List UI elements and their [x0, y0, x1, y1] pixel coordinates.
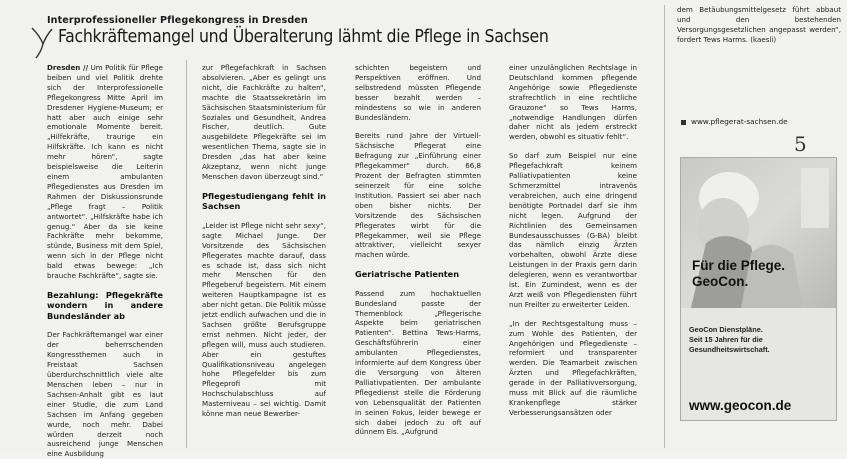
ad-title [692, 258, 785, 290]
website-link-text: www.pflegerat-sachsen.de [691, 117, 788, 126]
initial-y-icon [30, 26, 54, 60]
article-column-3 [355, 63, 481, 448]
article-column-1 [47, 63, 163, 459]
article-headline: Fachkräftemangel und Überalterung lähmt die Pflege in Sachsen [58, 27, 549, 47]
subheading: Bezahlung: Pflegekräfte wondern in andere Bundesländer ab [47, 289, 163, 321]
paragraph: „In der Rechtsgestaltung muss – zum Wohle des Patienten, der Angehörigen und Pflegedienste – reformiert und transparenter werden. Die Teamarbeit zwischen Ärzten und Pflegefachkräften, gerade in der Palliativversorgung, muss mit Blick auf die räumliche Krankenpflege stärker Verbesserungsansätzen oder [509, 318, 637, 417]
paragraph: So darf zum Beispiel nur eine Pflegefachkraft keinem Palliativpatienten keine Schmerzmittel intravenös verabreichen, auch eine dringend benötigte Portnadel darf sie ihm nicht legen. Aufgrund der Richtlinien des Gemeinsamen Bundesausschusses (G-BA) bleibt das nämlich einzig Ärzten vorbehalten, obwohl Ärzte diese Leistungen in der Praxis gern darin delegieren, wenn es verantwortbar ist. Ein Zumindest, wenn es der Arzt weiß von Pflegediensten führt nun Freilter zu erweiterter Leiden. [509, 151, 637, 309]
ad-url[interactable]: www.geocon.de [689, 398, 792, 413]
subheading: Geriatrische Patienten [355, 269, 460, 280]
article-column-2 [202, 63, 326, 448]
website-link[interactable] [681, 117, 788, 126]
dateline: Dresden // [47, 63, 89, 72]
column-divider [664, 5, 665, 448]
article-kicker: Interprofessioneller Pflegekongress in Dresden [47, 15, 308, 26]
ad-title-line: GeoCon. [692, 274, 749, 289]
article-column-5 [677, 5, 841, 75]
paragraph [47, 63, 163, 281]
paragraph-text: Um Politik für Pflege beiben und viel Politik drehte sich der Interprofessionelle Pflegekongress Mitte April im Dresdener Hygiene-Museum; er hatt aber auch einige sehr emotionale Momente bereit. „Hilfekräfte, traurige ein Hilfskräfte. Ich kann es nicht mehr hören“, sagte beispielsweise die Leiterin einem ambulanten Pflegedienstes aus Dresden im Rahmen der Diskussionsrunde „Pflege fragt – Politik antwortet“. „Hilfskräfte habe ich genug.“ Aber da sie keine Fachkräfte mehr bekomme, stünde, Business mit dem Spiel, wenn sich in der Pflege nicht bald etwas bewege: „Ich brauche Fachkräfte“, sagte sie. [47, 63, 163, 281]
paragraph: „Leider ist Pflege nicht sehr sexy“, sagte Michael Junge. Der Vorsitzende des Sächsischen Pflegerates machte darauf, dass es schade ist, dass sich nicht mehr Menschen für den Pflegeberuf begeistern. Mit einem weiteren Hauptkampagne ist es aber nicht getan. Die Politik müsse jetzt endlich aufwachen und die in Sachsen größte Berufsgruppe ernst nehmen. Nicht jeder, der pflegen will, muss auch studieren. Aber ein gestuftes Qualifikationsniveau angelegen hohe Pflegefelder bis zum Pflegeprofi mit Hochschulabschluss auf Masterniveau – sei wichtig. Damit könne man neue Bewerber- [202, 220, 326, 419]
paragraph: Passend zum hochaktuellen Bundesland passte der Themenblock „Pflegerische Aspekte beim geriatrischen Patienten“. Bettina Tews-Harms, Geschäftsführerin einer ambulanten Pflegedienstes, informierte auf dem Kongress über die Versorgung von älteren Palliativpatienten. Der ambulante Pflegedienst stelle die Förderung von Lebensqualität der Patienten in seinen Fokus, leider bewege er sich dabei jedoch zu oft auf dünnem Eis. „Aufgrund [355, 288, 481, 437]
ad-subtitle-line: GeoCon Dienstpläne. [689, 325, 763, 334]
bullet-square-icon [681, 120, 686, 125]
ad-title-line: Für die Pflege. [692, 258, 786, 273]
geocon-advertisement[interactable] [680, 157, 837, 421]
paragraph: zur Pflegefachkraft in Sachsen absolvieren. „Aber es gelingt uns nicht, die Fachkräfte zu halten“, machte die Staatssekretärin im Sächsischen Staatsministerium für Soziales und Gesundheit, Andrea Fischer, deutlich. Gute ausgebildete Pflegekräfte sei im wesentlichen Thema, sagte sie in Dresden „das hat aber keine Akzeptanz, wenn nicht junge Menschen davon überzeugt sind.“ [202, 63, 326, 181]
column-divider [186, 60, 187, 448]
subheading: Pflegestudiengang fehlt in Sachsen [202, 190, 326, 212]
ad-subtitle [689, 325, 834, 355]
article-column-4 [509, 63, 637, 448]
page-number: 5 [794, 132, 807, 156]
paragraph: Der Fachkräftemangel war einer der beherrschenden Kongressthemen auch in Freistaat Sachsen überdurchschnittlich viele alte Menschen leben – nur in Sachsen-Anhalt gibt es laut einer Studie, die zum Land Sachsen im Anfang gegeben wurde, noch mehr. Dabei würden derzeit noch ausreichend junge Menschen eine Ausbildung [47, 330, 163, 459]
paragraph: einer unzulänglichen Rechtslage in Deutschland kommen pflegende Angehörige sowie Pflegedienste strafrechtlich in eine rechtliche Grauzone“ so Tews Harms, „notwendige Handlungen dürfen daher nicht als jedem erstreckt werden, obwohl es situativ fehlt“. [509, 63, 637, 142]
ad-subtitle-line: Seit 15 Jahren für die [689, 335, 763, 344]
paragraph: dem Betäubungsmittelgesetz führt abbaut und den bestehenden Versorgungsgesetzlichen angepasst werden“, fordert Tews Harms. (kaesli) [677, 5, 841, 44]
ad-subtitle-line: Gesundheitswirtschaft. [689, 345, 770, 354]
paragraph: schichten begeistern und Perspektiven eröffnen. Und selbstredend müssten Pflegende besser bezahlt werden – mindestens so wie in anderen Bundesländern. [355, 63, 481, 122]
paragraph: Bereits rund Jahre der Virtuell-Sächsische Pflegerat eine Befragung zur „Einführung einer Pflegekammer“ durch. 66,8 Prozent der Befragten stimmten seinerzeit für eine solche Institution. Passiert sei aber nach oben bisher nichts. Der Vorsitzende des Sächsischen Pflegerates wirbt für die Pflegekammer, weil sie Pflege attraktiver, vielleicht sexyer machen würde. [355, 131, 481, 260]
